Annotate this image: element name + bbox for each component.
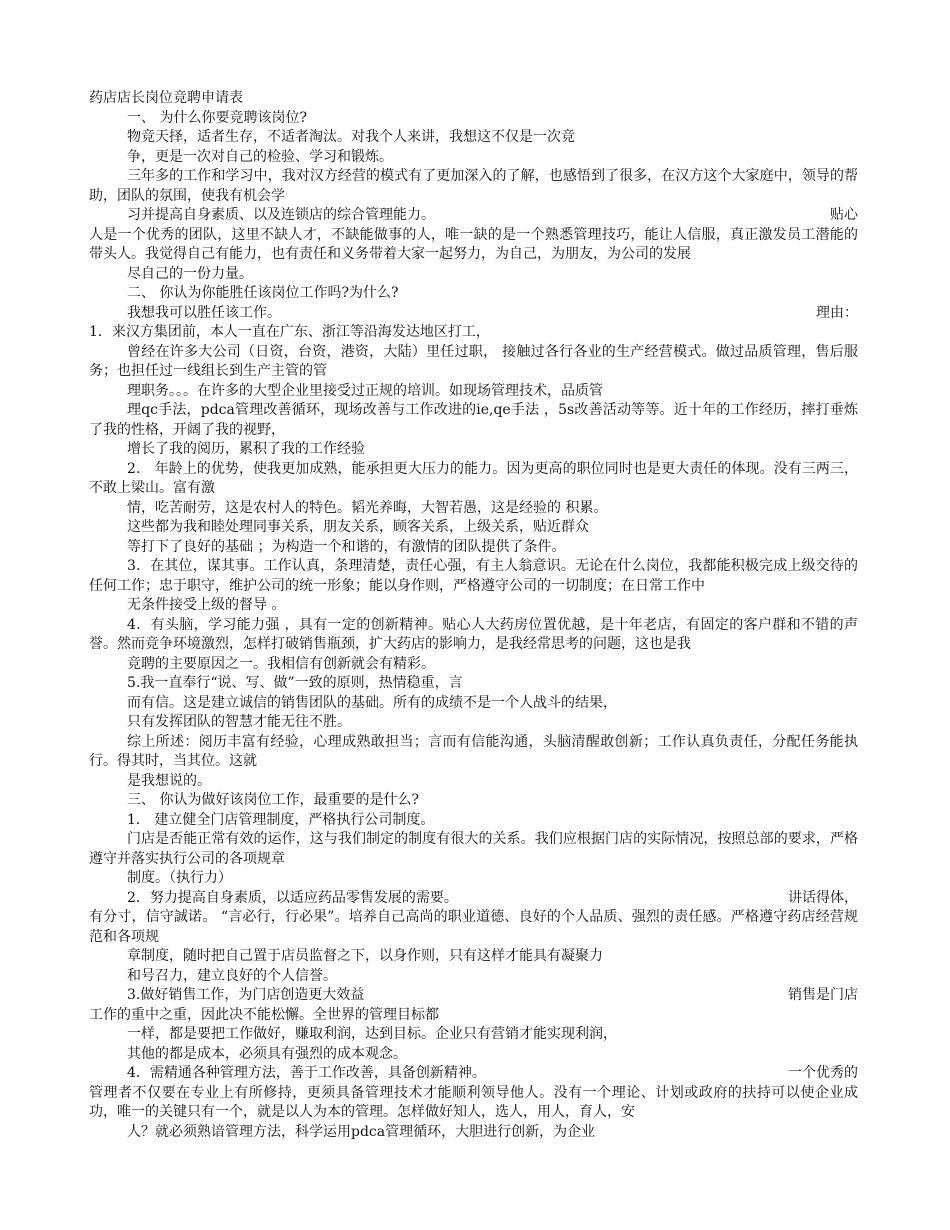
paragraph-line: 而有信。这是建立诚信的销售团队的基础。所有的成绩不是一个人战斗的结果， [127,694,617,711]
paragraph: 有分寸，信守誠诺。 “言必行，行必果”。培养自己高尚的职业道德、良好的个人品质、强烈的责任感。严格遵守药店经营规范和各项规 [89,909,858,945]
paragraph-line-split [89,889,858,909]
paragraph: 三年多的工作和学习中，我对汉方经营的模式有了更加深入的了解，也感悟到了很多，在汉方这个大家庭中，领导的帮助，团队的氛围，使我有机会学 [89,168,858,204]
paragraph-line-split [89,206,858,226]
paragraph-line: 尽自己的一份力量。 [127,265,253,282]
paragraph-line: 等打下了良好的基础 ；为构造一个和谐的，有激情的团队提供了条件。 [127,538,566,555]
paragraph-line: 只有发挥团队的智慧才能无往不胜。 [127,714,351,730]
question-2-heading: 二、 你认为你能胜任该岗位工作吗?为什么? [127,285,399,301]
paragraph-line: 5.我一直奉行“说、写、做”一致的原则，热情稳重，言 [127,675,463,691]
line-left-text: 4．需精通各种管理方法，善于工作改善，具备创新精神。 [127,1065,486,1081]
line-right-text: 销售是门店 [788,987,858,1003]
line-left-text: 3.做好销售工作，为门店创造更大效益 [127,987,365,1003]
question-1-heading: 一、 为什么你要竞聘该岗位? [127,109,307,126]
paragraph: 3．在其位，谋其事。工作认真，条理清楚，责任心强，有主人翁意识。无论在什么岗位，我都能积极完成上级交待的任何工作；忠于职守，维护公司的统一形象；能以身作则，严格遵守公司的一切制度；在日常工作中 [89,558,858,594]
paragraph-line: 这些都为我和睦处理同事关系，朋友关系，顾客关系，上级关系，贴近群众 [127,519,589,535]
line-left-text: 我想我可以胜任该工作。 [127,304,281,321]
paragraph-line: 竞聘的主要原因之一。我相信有创新就会有精彩。 [127,655,435,672]
paragraph-line: 增长了我的阅历，累积了我的工作经验 [127,441,365,457]
line-left-text: 2．努力提高自身素质，以适应药品零售发展的需要。 [127,889,458,906]
paragraph-line: 其他的都是成本，必须具有强烈的成本观念。 [127,1045,407,1062]
paragraph-line: 是我想说的。 [127,772,211,789]
paragraph: 门店是否能正常有效的运作，这与我们制定的制度有很大的关系。我们应根据门店的实际情况，按照总部的要求，严格遵守并落实执行公司的各项规章 [89,831,858,867]
paragraph: 理qc手法，pdca管理改善循环，现场改善与工作改进的ie,qe手法 ，5s改善活动等等。近十年的工作经历，摔打垂炼了我的性格，开阔了我的视野， [89,402,858,438]
paragraph-line: 物竞天择，适者生存，不适者淘汰。对我个人来讲，我想这不仅是一次竞 [127,129,575,145]
paragraph-line: 1．来汉方集团前，本人一直在广东、浙江等沿海发达地区打工， [89,324,490,340]
document-title: 药店店长岗位竞聘申请表 [89,90,243,106]
question-3-heading: 三、 你认为做好该岗位工作，最重要的是什么? [127,792,419,808]
paragraph-line: 理职务。。。在许多的大型企业里接受过正规的培训。如现场管理技术，品质管 [127,382,603,399]
paragraph: 人是一个优秀的团队，这里不缺人才，不缺能做事的人，唯一缺的是一个熟悉管理技巧，能让人信服，真正激发员工潜能的带头人。我觉得自己有能力，也有责任和义务带着大家一起努力，为自己，为朋友，为公司的发展 [89,226,858,262]
paragraph-line-split [89,986,858,1006]
paragraph-line: 一样，都是要把工作做好，赚取利润，达到目标。企业只有营销才能实现利润， [127,1026,617,1042]
paragraph: 综上所述：阅历丰富有经验，心理成熟敢担当；言而有信能沟通，头脑清醒敢创新；工作认真负责任，分配任务能执行。得其时，当其位。这就 [89,733,858,769]
paragraph: 2． 年龄上的优势，使我更加成熟，能承担更大压力的能力。因为更高的职位同时也是更大责任的体现。没有三两三，不敢上梁山。富有激 [89,460,858,496]
line-right-text: 贴心 [830,207,858,223]
line-left-text: 习并提高自身素质、以及连锁店的综合管理能力。 [127,207,435,223]
paragraph-line: 和号召力，建立良好的个人信誉。 [127,967,337,984]
paragraph-line: 无条件接受上级的督导 。 [127,597,286,613]
paragraph-line: 章制度，随时把自己置于店员监督之下，以身作则，只有这样才能具有凝聚力 [127,948,603,964]
paragraph-line: 1． 建立健全门店管理制度，严格执行公司制度。 [127,811,435,828]
paragraph-line: 人？就必须熟谙管理方法，科学运用pdca管理循环，大胆进行创新，为企业 [127,1123,596,1140]
paragraph-line: 情，吃苦耐劳，这是农村人的特色。韬光养晦，大智若愚，这是经验的 积累。 [127,499,608,516]
paragraph-line: 工作的重中之重，因此决不能松懈。全世界的管理目标都 [89,1006,439,1023]
line-right-text: 理由： [816,304,858,321]
paragraph-line-split [89,304,858,324]
paragraph: 曾经在许多大公司（日资，台资，港资，大陆）里任过职， 接触过各行各业的生产经营模式。做过品质管理，售后服务；也担任过一线组长到生产主管的管 [89,343,858,379]
paragraph-line-split [89,1064,858,1084]
paragraph: 4．有头脑，学习能力强 ，具有一定的创新精神。贴心人大药房位置优越，是十年老店，有固定的客户群和不错的声誉。然而竞争环境激烈，怎样打破销售瓶颈，扩大药店的影响力，是我经常思考的问题，这也是我 [89,616,858,652]
paragraph-line: 制度。（执行力） [127,870,232,886]
paragraph: 管理者不仅要在专业上有所修持，更须具备管理技术才能顺利领导他人。没有一个理论、计划或政府的扶持可以使企业成功，唯一的关键只有一个，就是以人为本的管理。怎样做好知人，选人，用人，育人，安 [89,1084,858,1120]
line-right-text: 讲话得体， [788,889,858,906]
paragraph-line: 争，更是一次对自己的检验、学习和锻炼。 [127,148,393,165]
line-right-text: 一个优秀的 [788,1065,858,1081]
